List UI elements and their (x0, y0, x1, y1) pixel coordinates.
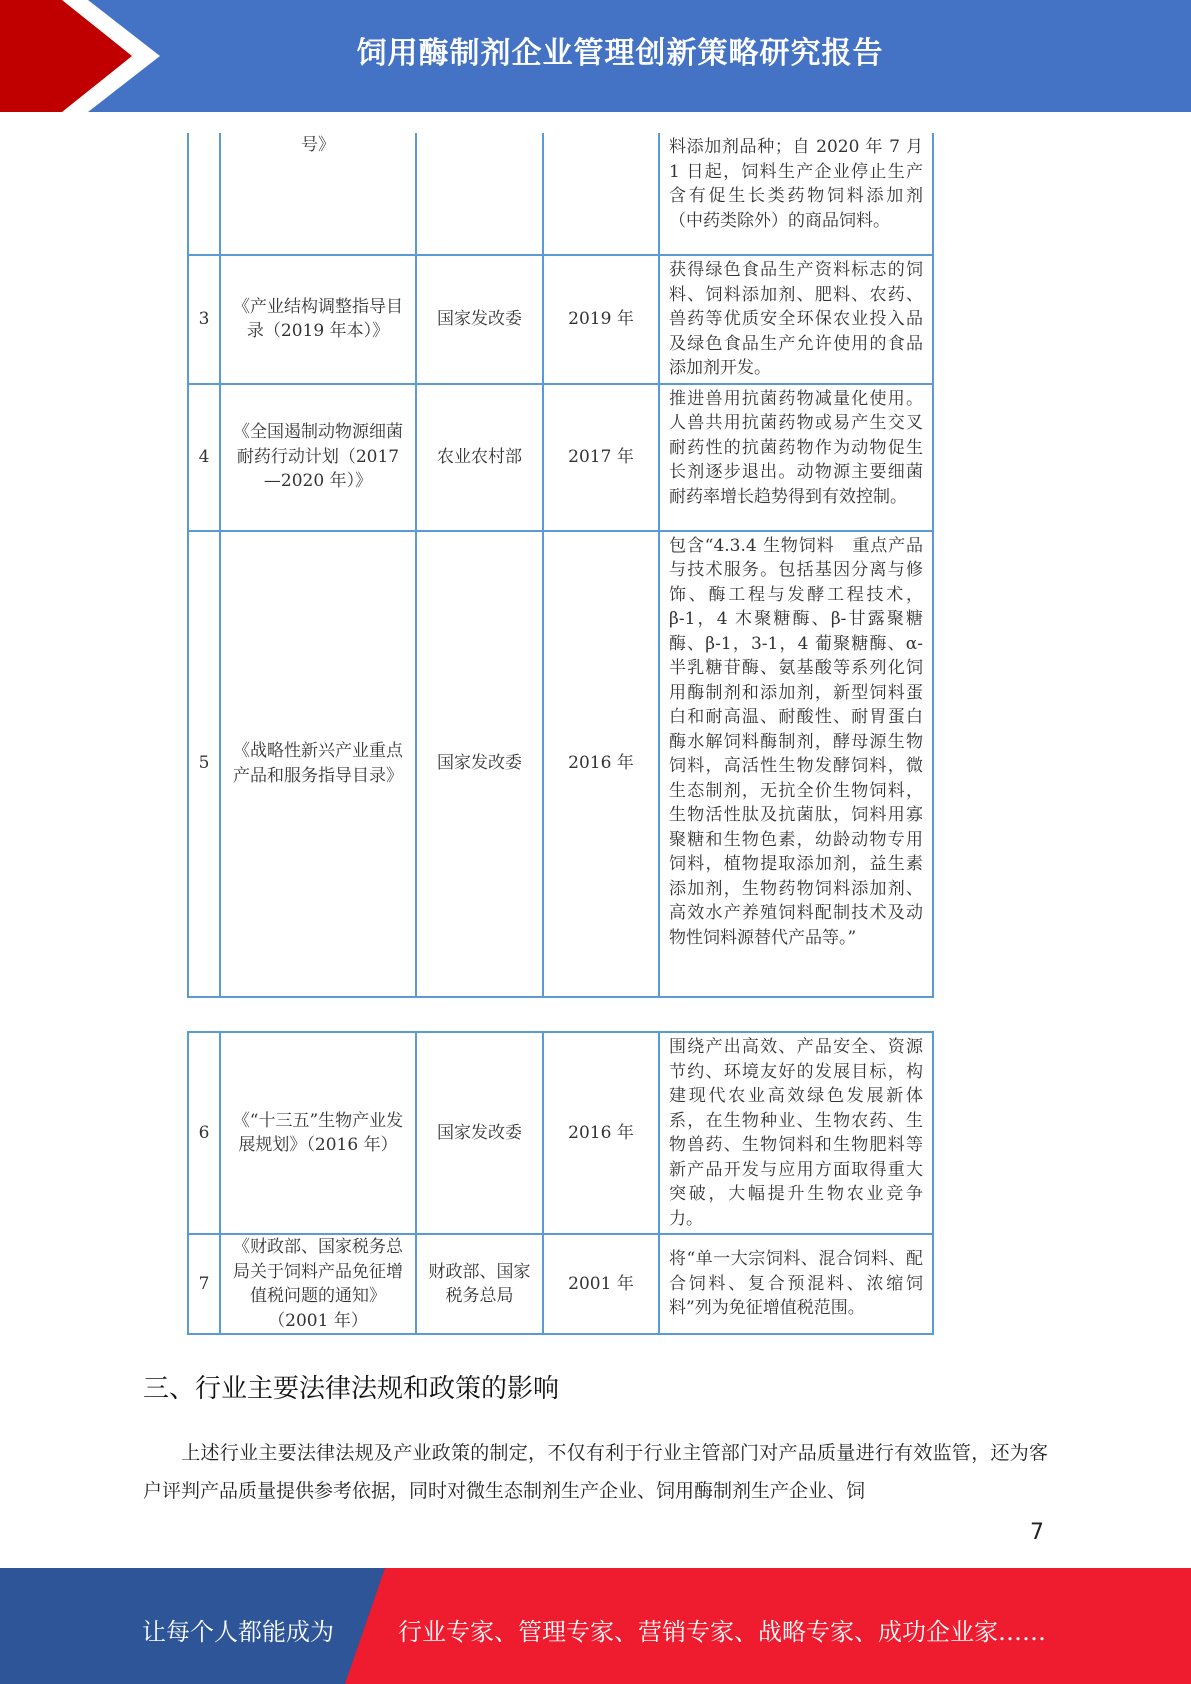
policy-description: 料添加剂品种；自 2020 年 7 月 1 日起，饲料生产企业停止生产含有促生长类药物饲料添加剂（中药类除外）的商品饲料。 (659, 133, 933, 255)
policy-name: 《产业结构调整指导目录（2019 年本）》 (220, 255, 416, 384)
policy-name: 《“十三五”生物产业发展规划》（2016 年） (220, 1032, 416, 1234)
body-paragraph (143, 1434, 1048, 1510)
row-number: 4 (188, 384, 220, 531)
policy-description: 获得绿色食品生产资料标志的饲料、饲料添加剂、肥料、农药、兽药等优质安全环保农业投入品及绿色食品生产允许使用的食品添加剂开发。 (659, 255, 933, 384)
page-number: 7 (1030, 1520, 1044, 1545)
row-number: 7 (188, 1234, 220, 1334)
policy-department: 国家发改委 (416, 531, 543, 997)
policy-name: 《财政部、国家税务总局关于饲料产品免征增值税问题的通知》（2001 年） (220, 1234, 416, 1334)
policy-table-part1 (187, 133, 934, 998)
policy-year: 2017 年 (543, 384, 659, 531)
table-row (188, 531, 933, 997)
policy-year: 2019 年 (543, 255, 659, 384)
footer-slogan-left: 让每个人都能成为 (142, 1618, 334, 1646)
policy-year: 2016 年 (543, 531, 659, 997)
policy-department: 财政部、国家税务总局 (416, 1234, 543, 1334)
report-title: 饲用酶制剂企业管理创新策略研究报告 (356, 36, 884, 71)
policy-year: 2001 年 (543, 1234, 659, 1334)
policy-name: 《全国遏制动物源细菌耐药行动计划（2017—2020 年）》 (220, 384, 416, 531)
table-row (188, 133, 933, 255)
table-row (188, 1032, 933, 1234)
table-row (188, 384, 933, 531)
policy-description: 推进兽用抗菌药物减量化使用。人兽共用抗菌药物或易产生交叉耐药性的抗菌药物作为动物促生长剂逐步退出。动物源主要细菌耐药率增长趋势得到有效控制。 (659, 384, 933, 531)
page-header (0, 0, 1191, 112)
policy-department: 农业农村部 (416, 384, 543, 531)
policy-year: 2016 年 (543, 1032, 659, 1234)
policy-department (416, 133, 543, 255)
row-number: 5 (188, 531, 220, 997)
table-row (188, 1234, 933, 1334)
paragraph-text: 上述行业主要法律法规及产业政策的制定，不仅有利于行业主管部门对产品质量进行有效监管，还为客户评判产品质量提供参考依据，同时对微生态制剂生产企业、饲用酶制剂生产企业、饲 (143, 1442, 1048, 1502)
row-number: 6 (188, 1032, 220, 1234)
policy-table-part2 (187, 1031, 934, 1335)
row-number (188, 133, 220, 255)
policy-department: 国家发改委 (416, 1032, 543, 1234)
policy-name: 《战略性新兴产业重点产品和服务指导目录》 (220, 531, 416, 997)
section-heading: 三、行业主要法律法规和政策的影响 (143, 1374, 560, 1404)
policy-description: 将“单一大宗饲料、混合饲料、配合饲料、复合预混料、浓缩饲料”列为免征增值税范围。 (659, 1234, 933, 1334)
page-footer (0, 1568, 1191, 1684)
policy-description: 围绕产出高效、产品安全、资源节约、环境友好的发展目标，构建现代农业高效绿色发展新体系，在生物种业、生物农药、生物兽药、生物饲料和生物肥料等新产品开发与应用方面取得重大突破，大幅提升生物农业竞争力。 (659, 1032, 933, 1234)
header-red-arrow (0, 0, 150, 112)
policy-description: 包含“4.3.4 生物饲料 重点产品与技术服务。包括基因分离与修饰、酶工程与发酵工程技术，β-1，4 木聚糖酶、β-甘露聚糖酶、β-1，3-1，4 葡聚糖酶、α-半乳糖苷酶、氨基酸等系列化饲用酶制剂和添加剂，新型饲料蛋白和耐高温、耐酸性、耐胃蛋白酶水解饲料酶制剂，酵母源生物饲料，高活性生物发酵饲料，微生态制剂，无抗全价生物饲料，生物活性肽及抗菌肽，饲料用寡聚糖和生物色素，幼龄动物专用饲料，植物提取添加剂，益生素添加剂，生物药物饲料添加剂、高效水产养殖饲料配制技术及动物性饲料源替代产品等。” (659, 531, 933, 997)
footer-slogan-right: 行业专家、管理专家、营销专家、战略专家、成功企业家…… (398, 1618, 1046, 1646)
policy-year (543, 133, 659, 255)
row-number: 3 (188, 255, 220, 384)
policy-name: 号》 (220, 133, 416, 255)
table-row (188, 255, 933, 384)
policy-department: 国家发改委 (416, 255, 543, 384)
